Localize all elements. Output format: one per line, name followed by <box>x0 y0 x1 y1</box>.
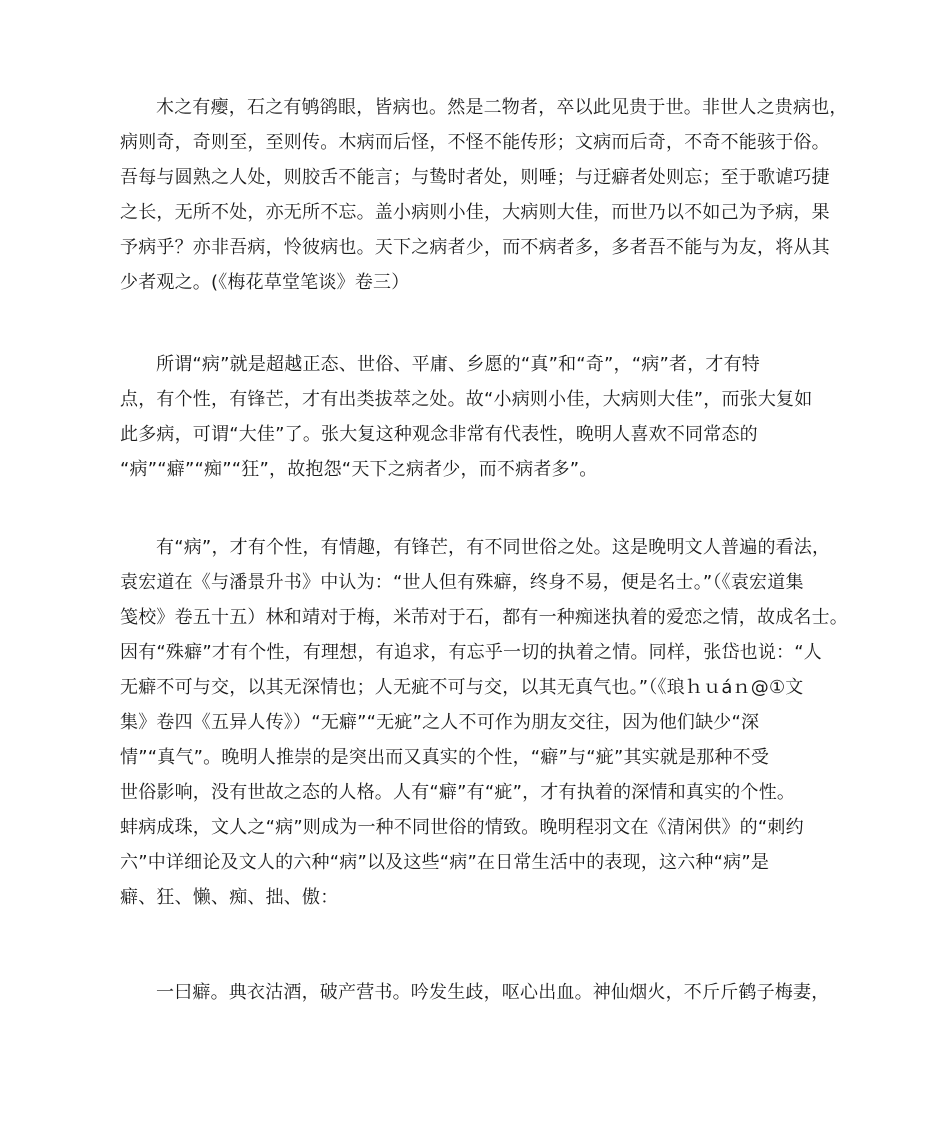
text-line: 点，有个性，有锋芒，才有出类拔萃之处。故“小病则小佳，大病则大佳”，而张大复如 <box>120 389 813 410</box>
text-line: 笺校》卷五十五）林和靖对于梅，米芾对于石，都有一种痴迷执着的爱恋之情，故成名士。 <box>120 607 848 628</box>
text-line: 癖、狂、懒、痴、拙、傲： <box>120 887 339 908</box>
text-line: 蚌病成珠，文人之“病”则成为一种不同世俗的情致。晚明程羽文在《清闲供》的“刺约 <box>120 817 804 838</box>
text-line: 吾每与圆熟之人处，则胶舌不能言；与鸷时者处，则唾；与迂癖者处则忘；至于歌谑巧捷 <box>120 167 830 188</box>
text-line: 袁宏道在《与潘景升书》中认为：“世人但有殊癖，终身不易，便是名士。”（《袁宏道集 <box>120 572 804 593</box>
paragraph-late-ming-view <box>120 530 860 915</box>
text-line: 六”中详细论及文人的六种“病”以及这些“病”在日常生活中的表现，这六种“病”是 <box>120 852 770 873</box>
text-line: 无癖不可与交，以其无深情也；人无疵不可与交，以其无真气也。”（《琅ｈｕáｎ@①文 <box>120 677 804 698</box>
paragraph-quote-meihua <box>120 90 860 300</box>
paragraph-first-bing <box>120 975 860 1010</box>
text-line: 情”“真气”。晚明人推崇的是突出而又真实的个性，“癖”与“疵”其实就是那种不受 <box>120 747 770 768</box>
text-line: 之长，无所不处，亦无所不忘。盖小病则小佳，大病则大佳，而世乃以不如己为予病，果 <box>120 202 830 223</box>
text-line: 一曰癖。典衣沽酒，破产营书。吟发生歧，呕心出血。神仙烟火，不斤斤鹤子梅妻， <box>156 982 830 1003</box>
text-line: 此多病，可谓“大佳”了。张大复这种观念非常有代表性，晚明人喜欢不同常态的 <box>120 424 758 445</box>
text-line: 因有“殊癖”才有个性，有理想，有追求，有忘乎一切的执着之情。同样，张岱也说：“人 <box>120 642 822 663</box>
text-line: “病”“癖”“痴”“狂”，故抱怨“天下之病者少，而不病者多”。 <box>120 459 598 480</box>
text-line: 所谓“病”就是超越正态、世俗、平庸、乡愿的“真”和“奇”，“病”者，才有特 <box>156 354 760 375</box>
text-line: 集》卷四《五异人传》）“无癖”“无疵”之人不可作为朋友交往，因为他们缺少“深 <box>120 712 760 733</box>
text-line: 病则奇，奇则至，至则传。木病而后怪，不怪不能传形；文病而后奇，不奇不能骇于俗。 <box>120 132 830 153</box>
text-line: 少者观之。(《梅花草堂笔谈》卷三） <box>120 272 410 293</box>
text-line: 予病乎？亦非吾病，怜彼病也。天下之病者少，而不病者多，多者吾不能与为友，将从其 <box>120 237 830 258</box>
text-line: 木之有瘿，石之有鸲鹆眼，皆病也。然是二物者，卒以此见贵于世。非世人之贵病也， <box>156 97 848 118</box>
text-line: 世俗影响，没有世故之态的人格。人有“癖”有“疵”，才有执着的深情和真实的个性。 <box>120 782 796 803</box>
paragraph-bing-definition <box>120 347 860 487</box>
text-line: 有“病”，才有个性，有情趣，有锋芒，有不同世俗之处。这是晚明文人普遍的看法， <box>156 537 831 558</box>
